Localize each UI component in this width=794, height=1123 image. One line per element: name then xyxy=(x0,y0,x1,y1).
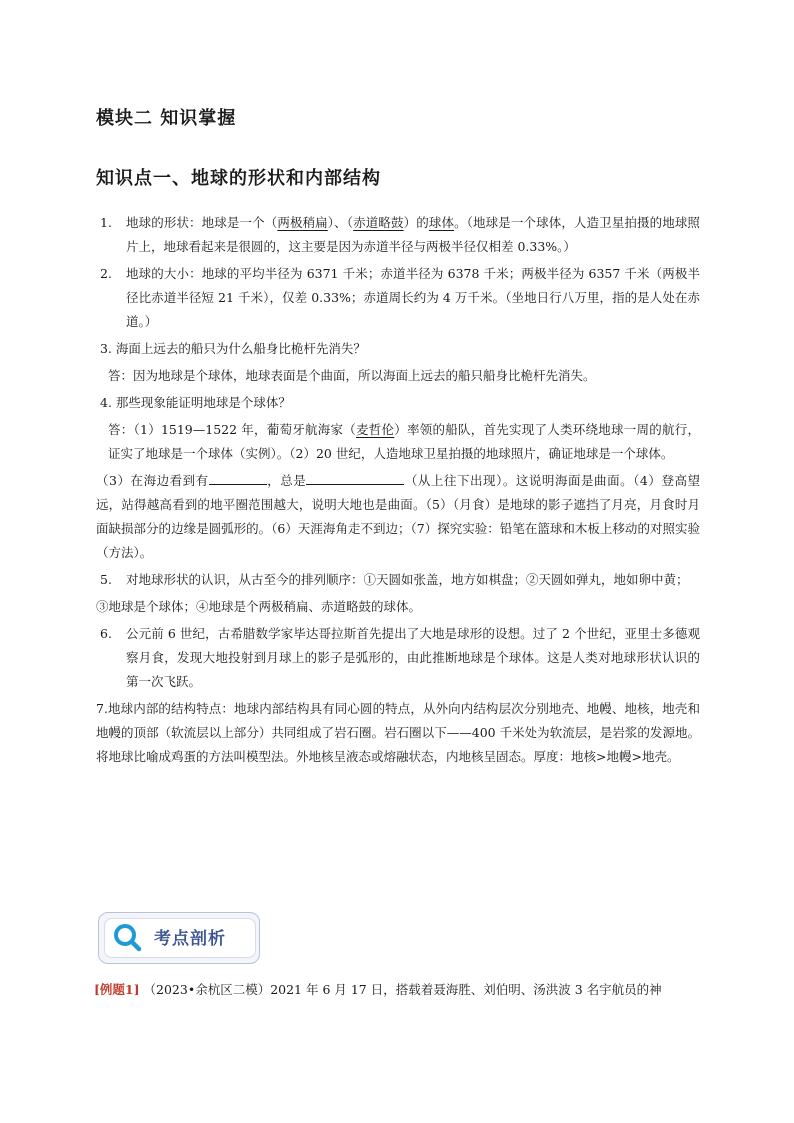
exam-analysis-banner xyxy=(98,912,260,964)
text-span: 地球的形状：地球是一个（ xyxy=(126,215,278,230)
item-4-answer xyxy=(96,418,700,466)
text-span: 答：（1）1519—1522 年，葡萄牙航海家（ xyxy=(108,422,357,437)
item-text: 对地球形状的认识，从古至今的排列顺序：①天圆如张盖，地方如棋盘；②天圆如弹丸，地如卵中黄； xyxy=(126,572,689,587)
item-text: 公元前 6 世纪，古希腊数学家毕达哥拉斯首先提出了大地是球形的设想。过了 2 个世纪，亚里士多德观察月食，发现大地投射到月球上的影子是弧形的，由此推断地球是个球体。这是人类对地球形状认识的第一次飞跃。 xyxy=(126,626,700,689)
underlined-answer: 赤道略鼓 xyxy=(353,215,404,230)
item-5-continued: ③地球是个球体；④地球是个两极稍扁、赤道略鼓的球体。 xyxy=(96,599,422,614)
fill-blank[interactable] xyxy=(306,469,404,485)
item-number: 5. xyxy=(100,572,112,587)
example-tag: [例题1] xyxy=(94,982,140,997)
item-7: 7.地球内部的结构特点：地球内部结构具有同心圆的特点，从外向内结构层次分别地壳、地幔、地核，地壳和地幔的顶部（软流层以上部分）共同组成了岩石圈。岩石圈以下——400 千米处为软流层，是岩浆的发源地。将地球比喻成鸡蛋的方法叫模型法。外地核呈液态或熔融状态，内地核呈固态。厚度：地核>地幔>地壳。 xyxy=(96,701,700,764)
item-4-continued xyxy=(96,469,700,565)
text-span: ）、（ xyxy=(327,215,354,230)
item-text xyxy=(126,211,700,259)
item-number: 6. xyxy=(100,626,112,641)
underlined-answer: 球体 xyxy=(428,215,455,230)
module-title: 模块二 知识掌握 xyxy=(96,108,237,129)
fill-blank[interactable] xyxy=(209,469,267,485)
item-5 xyxy=(96,568,700,592)
item-number: 1. xyxy=(100,215,112,230)
item-3-question: 3. 海面上远去的船只为什么船身比桅杆先消失？ xyxy=(100,341,366,356)
item-1 xyxy=(96,211,700,259)
item-3-answer: 答：因为地球是个球体，地球表面是个曲面，所以海面上远去的船只船身比桅杆先消失。 xyxy=(108,368,596,383)
text-span: ）率领的船队，首先实现了人类环绕地球一周的航行，证实了地球是一个球体（实例）。（2）20 世纪，人造地球卫星拍摄的地球照片，确证地球是一个球体。 xyxy=(108,422,700,461)
section-title: 知识点一、地球的形状和内部结构 xyxy=(96,168,381,189)
text-span: （从上往下出现）。这说明海面是曲面。（4）登高望远，站得越高看到的地平圈范围越大，说明大地也是曲面。（5）（月食）是地球的影子遮挡了月亮，月食时月面缺损部分的边缘是圆弧形的。（6）天涯海角走不到边；（7）探究实验：铅笔在篮球和木板上移动的对照实验（方法）。 xyxy=(96,473,700,560)
knowledge-content xyxy=(96,211,700,772)
search-icon xyxy=(112,922,142,952)
item-text: 地球的大小：地球的平均半径为 6371 千米；赤道半径为 6378 千米；两极半径为 6357 千米（两极半径比赤道半径短 21 千米），仅差 0.33%；赤道周长约为 4 万千米。（坐地日行八万里，指的是人处在赤道。） xyxy=(126,266,700,329)
underlined-answer: 麦哲伦 xyxy=(356,422,395,437)
banner-label: 考点剖析 xyxy=(154,929,226,949)
text-span: ）的 xyxy=(403,215,429,230)
underlined-answer: 两极稍扁 xyxy=(277,215,328,230)
text-span: 。（地球是一个球体，人造卫星拍摄的地球照片上，地球看起来是很圆的，这主要是因为赤道半径与两极半径仅相差 0.33%。） xyxy=(126,215,700,254)
example-1 xyxy=(94,978,700,1002)
text-span: （3）在海边看到有 xyxy=(96,473,209,488)
item-2 xyxy=(96,262,700,334)
item-number: 2. xyxy=(100,266,112,281)
item-4-question: 4. 那些现象能证明地球是个球体？ xyxy=(100,395,291,410)
example-text: （2023•余杭区二模）2021 年 6 月 17 日，搭载着聂海胜、刘伯明、汤洪波 3 名宇航员的神 xyxy=(143,982,662,997)
text-span: ，总是 xyxy=(266,473,307,488)
item-6 xyxy=(96,622,700,694)
